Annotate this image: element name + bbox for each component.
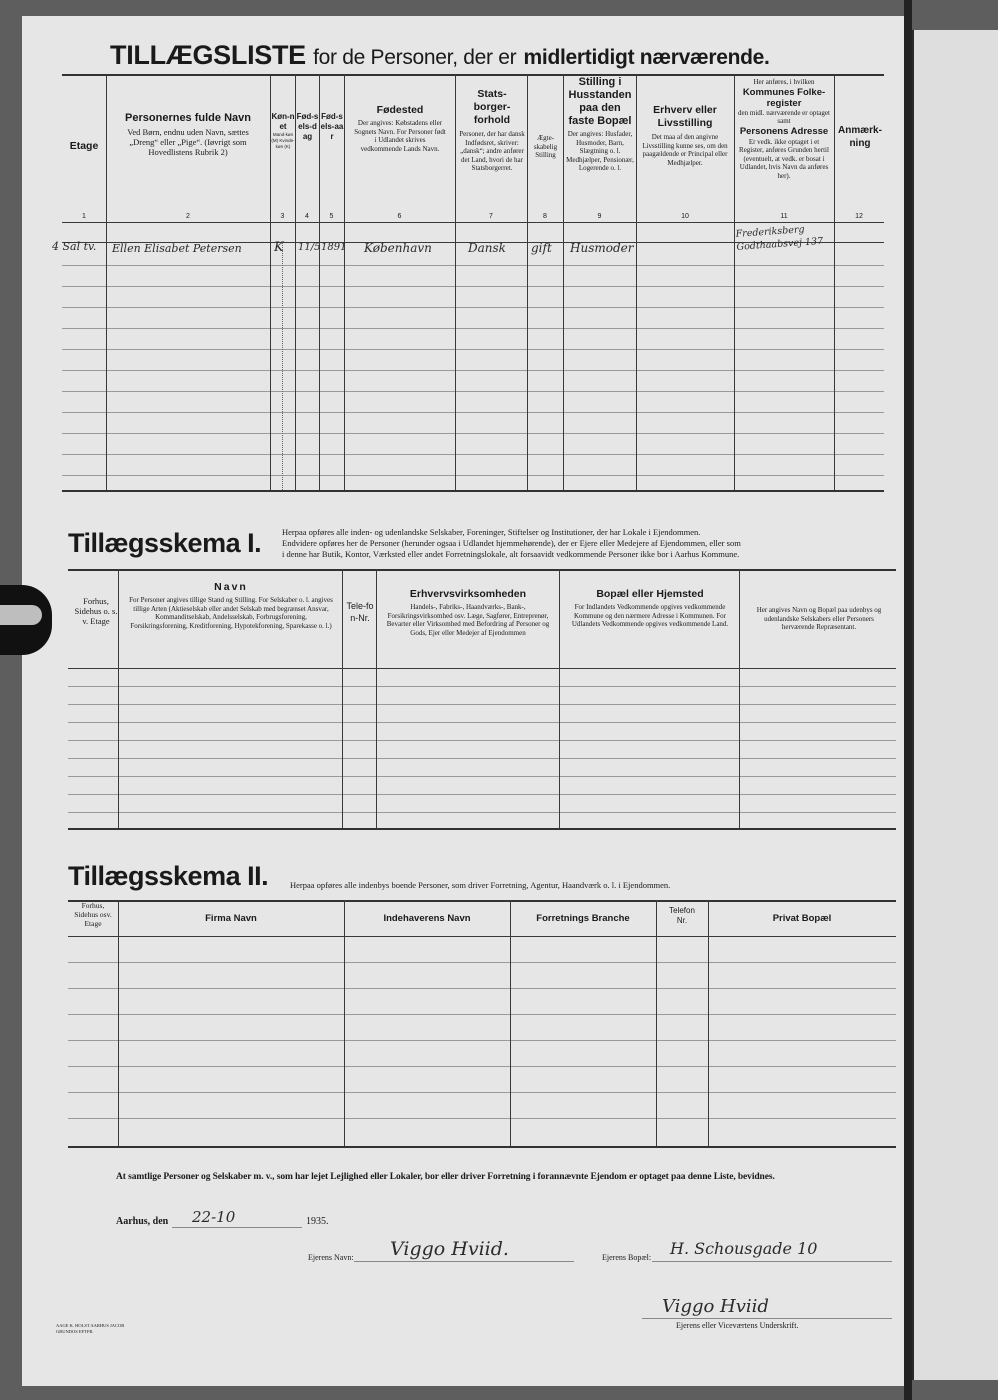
skema1-col-bopael: Bopæl eller Hjemsted For Indlandets Vedkommende opgives vedkommende Kommune og den nærmere Adresse i Kommunen. For Udlandets Vedkommende opgives vedkommende Land. [571, 588, 729, 628]
cell-kon: K [274, 240, 284, 255]
skema2-col-bopael: Privat Bopæl [772, 913, 832, 924]
col-num-2: 2 [186, 213, 190, 220]
owner-name-value: Viggo Hviid. [390, 1238, 509, 1260]
col-num-3: 3 [280, 213, 285, 220]
skema2-title: Tillægsskema II. [68, 861, 269, 891]
col-num-7: 7 [489, 213, 493, 220]
cell-stilling: Husmoder [570, 241, 634, 255]
printer-mark: AAGE K. HOLST AARHUS JACOB GRUNDOS EFTFR. [56, 1323, 125, 1334]
title-mid: for de Personer, der er [313, 46, 517, 69]
col-num-11: 11 [780, 213, 788, 220]
census-form-page [22, 16, 904, 1386]
col-erhverv-header: Erhverv eller Livsstilling Det maa af den angivne Livsstilling kunne ses, om den paagældende er Principal eller Medhjælper. [642, 104, 728, 167]
col-stats-header: Stats-borger-forhold Personer, der har dansk Indfødsret, skriver: „dansk“; andre anfører det Land, hvori de har Statsborgerret. [459, 88, 525, 172]
date-place-label: Aarhus, den [116, 1216, 169, 1227]
owner-name-label: Ejerens Navn: [308, 1253, 354, 1262]
skema2-col-branche: Forretnings Branche [536, 913, 630, 924]
cell-stats: Dansk [468, 241, 506, 255]
col-num-5: 5 [329, 213, 334, 220]
cell-dag: 11/5 [298, 242, 321, 253]
skema1-col-navn: Navn For Personer angives tillige Stand og Stilling. For Selskaber o. l. angives tillige Arten (Aktieselskab eller andet Selskab med begrænset Ansvar, Kommanditselskab, Andelsselskab, Forbrugsforening, Forsikringsforening, Kreditforening, Hypotekforening, Sparekasse o. l.) [129, 581, 333, 630]
skema2-col-indehaver: Indehaverens Navn [383, 913, 471, 924]
col-anm-header: Anmærk-ning [838, 125, 882, 149]
col-num-6: 6 [397, 213, 402, 220]
date-value: 22-10 [192, 1208, 236, 1226]
title-bold-2: midlertidigt nærværende. [523, 46, 770, 69]
col-num-10: 10 [681, 213, 689, 220]
col-adresse-header: Her anføres, i hvilken Kommunes Folke-register den midl. nærværende er optaget samt Personens Adresse Er vedk. ikke optaget i et Register, anføres Grunden hertil (eventuelt, at vedk. er bosat i Udlandet, hvis Navn da anføres her). [738, 78, 830, 180]
date-year: 1935. [306, 1216, 329, 1227]
book-spine [904, 0, 912, 1400]
skema1-title: Tillægsskema I. [68, 528, 262, 558]
skema1-col-erhverv: Erhvervsvirksomheden Handels-, Fabriks-, Haandværks-, Bank-, Forsikringsvirksomhed osv. Læge, Sagfører, Entreprenør, Bevarter eller Virksomhed med Befordring af Personer og Gods, Ejer eller Medejer af Ejendommen [386, 588, 550, 637]
cell-etage: 4 Sal tv. [52, 240, 97, 253]
col-kon-header: Køn-net Mand-køn (M) Kvinde-køn (K) [271, 112, 295, 149]
signature-label: Ejerens eller Viceværtens Underskrift. [676, 1321, 799, 1330]
col-stilling-header: Stilling i Husstanden paa den faste Bopæl Der angives: Husfader, Husmoder, Barn, Slægtning o. l. Medhjælper, Pensionær, Logerende o. l. [566, 76, 634, 172]
form-title [110, 40, 770, 71]
col-dag-header: Fød-sels-dag [296, 112, 319, 141]
page-clip-highlight [0, 605, 42, 625]
skema1-desc: Herpaa opføres alle inden- og udenlandske Selskaber, Foreninger, Stiftelser og Institutioner, der har Lokale i Ejendommen. Endvidere opføres her de Personer (herunder ogsaa i Udlandet hjemmehørende), der er Ejere eller Medejere af Ejendommen, eller som i denne har Butik, Kontor, Værksted eller andet Forretningslokale, alt forsaavidt vedkommende Personer ikke bor i Aarhus Kommune. [282, 527, 741, 559]
attestation-text: At samtlige Personer og Selskaber m. v., som har lejet Lejlighed eller Lokaler, bor eller driver Forretning i forannævnte Ejendom er optaget paa denne Liste, bevidnes. [116, 1172, 775, 1182]
skema1-col-etage: Forhus, Sidehus o. s. v. Etage [74, 596, 118, 626]
skema2-col-telefon: Telefon Nr. [669, 906, 695, 925]
owner-address-label: Ejerens Bopæl: [602, 1253, 652, 1262]
skema2-col-etage: Forhus, Sidehus osv. Etage [74, 901, 112, 928]
skema1-col-telefon: Tele-fon-Nr. [346, 601, 374, 623]
adjacent-page [912, 30, 998, 1380]
cell-navn: Ellen Elisabet Petersen [112, 242, 242, 255]
signature: Viggo Hviid [662, 1296, 769, 1317]
col-num-12: 12 [855, 213, 863, 220]
title-bold: TILLÆGSLISTE [110, 40, 306, 70]
col-num-1: 1 [82, 213, 86, 220]
cell-aegte: gift [531, 241, 552, 255]
skema2-desc: Herpaa opføres alle indenbys boende Personer, som driver Forretning, Agentur, Haandværk o. l. i Ejendommen. [290, 880, 671, 890]
col-navn-header: Personernes fulde Navn Ved Børn, endnu uden Navn, sættes „Dreng“ eller „Pige“. (Iøvrigt som Hovedlistens Rubrik 2) [125, 112, 251, 157]
col-num-9: 9 [597, 213, 602, 220]
col-etage-header: Etage [69, 140, 99, 152]
cell-fodested: København [364, 241, 432, 255]
col-fodested-header: Fødested Der angives: Købstadens eller Sognets Navn. For Personer født i Udlandet skrives vedkommende Lands Navn. [354, 104, 446, 153]
cell-aar: 1891 [321, 242, 347, 253]
cell-adresse: Frederiksberg Godthaabsvej 137 [735, 224, 824, 253]
owner-address-value: H. Schousgade 10 [670, 1239, 818, 1258]
skema2-col-firma: Firma Navn [205, 913, 257, 924]
col-aar-header: Fød-sels-aar [320, 112, 344, 141]
col-num-8: 8 [543, 213, 547, 220]
skema1-col-repr: Her angives Navn og Bopæl paa udenbys og udenlandske Selskabers eller Personers herværende Repræsentant. [756, 606, 882, 631]
col-aegte-header: Ægte-skabelig Stilling [533, 134, 558, 159]
col-num-4: 4 [305, 213, 309, 220]
